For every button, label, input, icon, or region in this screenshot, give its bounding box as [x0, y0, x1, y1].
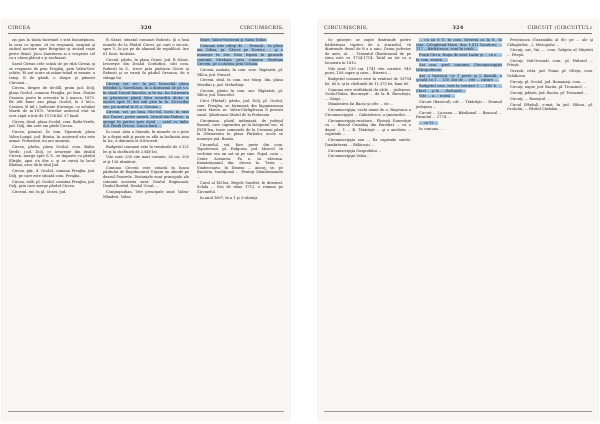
dictionary-entry [507, 38, 593, 47]
dictionary-entry [416, 94, 502, 99]
entry-text: Circea, pârâu, plasa Ocolul, com. Balta-Verde, j.ud. Dolj, ce izvoreşte din dealul Circea, merge spre S.-V., se împarte cu pârâul Elirijle, apoi s'a dus s. şi se varsă în lacul Blatina, caro dă în râul Jiul. [9, 145, 95, 168]
entry-text: Vite sunt: 135 cai, 1741 vite cornute, 940 porci, 156 capre şi oare... Biserici ... [325, 66, 411, 76]
entry-text: Comuna Circeni este situată în lunca pârâului de Regulnuuirei Urgeni un afunde pe deasul Paserele. Distanţele sunt principale ale comunii acesteia sunt: Dealul Ruginoasă, Dealul Bordul, Dealul Ursat, ... [103, 165, 189, 189]
entry-text: Circuţi, Vail-Grezadi, com., pl. Pădurel ... Piteşti. [507, 58, 593, 68]
dictionary-entry [325, 138, 411, 147]
column-1 [325, 38, 411, 160]
dictionary-entry [9, 120, 95, 129]
entry-text: În comi. sătu a Stanulu, în numele ce e pote în a depai mâi şi poate se afla in înclinata ziua în loc, a dintunta ei d.Stroesti. [103, 130, 189, 144]
dictionary-entry [103, 190, 189, 199]
entry-text: Circuţi, pdărei, jud. Bacău, pl. Tronzmel ... [510, 91, 588, 96]
entry-text: Mănăstirea lui Baciu şi cele ... de ... [328, 102, 394, 107]
dictionary-entry [197, 119, 283, 142]
dictionary-entry [325, 67, 411, 76]
entry-text: Circumscripţia, vechi nume de o. Ruşevaca a Circumscripţiei ... Gabrielescu, a ţinuturilor ... [325, 108, 411, 117]
entry-text: Sarul Cireau cele scăsă de pe ribă Cireau şi se respunse de prin Pruşilaj, prin Valea-Viei-șchite. Ei aut scurs să mâne-triiad ei semne: a renşi, fi de gândi, o doupe şi pânesti Cârciuai... [9, 62, 95, 85]
dictionary-entry [416, 74, 502, 83]
dictionary-entry [416, 100, 502, 109]
dictionary-entry [416, 111, 502, 120]
entry-text: Preotiunea (Grazmăbu al 80; pe ... ale şi Călugărilor,...), Mitropolia ... [507, 38, 593, 47]
right-page [318, 20, 598, 420]
entry-text: Vite sunt: 200 vite mari cornute, 26 cai, 200 oi şi 126 râmători. [103, 155, 189, 164]
entry-text: Circumscripţia rusătare... Ploieşti, Nuuerăţie cu ... Buzoul Cumulaş din Parodiat ... cu o depot ... 1 ... B. Tătărăşti ... şi o ancheta ... cuprinde ... [325, 118, 411, 137]
dictionary-entry [197, 44, 283, 67]
entry-text: Circuţi, uapie, jud. Bacău, pl. Tronzmel, ... [510, 85, 588, 90]
dictionary-entry [9, 169, 95, 178]
entry-text: Circea, valâ, pl. Ocolul, comuna Preajba, jud. Dolj, prin care merge pârâul Circea. [9, 179, 95, 189]
dictionary-entry [507, 97, 593, 102]
entry-text: Circmelul, rat, face parte din com. Topolovenii, pl. Podgoria, jud. Muscel. In vechime era un sat să pe sine. Popul. cam ... Centr. Acioarea. Fa a. să vârcana. Kamărăţeanul din. dicrea la. Troia ... Vindeceantu. In Dimeni ... Ancuţ, se. pe Bricăvia. tradiţional ... Pentaţi Mandramandu ... [197, 142, 283, 179]
header-right: CIRCUMSCRIS, [239, 25, 284, 31]
highlighted-entry-text: Comuna este căleşi de ... Drumul... în plasă om Cibea, pr. Cârcei pe Doreuo ... şi e numeşte în Zer. Este legată în gurmele comunii Strehaia prin comuna Strehaia Circeni, pe a căștiua prin Ochian. [197, 43, 283, 67]
dictionary-entry [325, 88, 411, 102]
dictionary-entry [507, 48, 593, 57]
entry-text: Circuit (Basticul), cât ... Tătărăşti ... Drumul judeţean ... [416, 100, 502, 109]
highlighted-entry-text: Fraţii Circu, fraţiu de sunt Lazăr şi ... cu o. ... în com. sărată, ... [416, 52, 502, 62]
dictionary-entry [9, 86, 95, 118]
dictionary-entry [9, 180, 95, 189]
dictionary-entry [197, 68, 283, 77]
entry-text: R.-Sărat, situatul comunei Robesti. Şi o lusă numele de la Pârâul Circei, pe care o sucest, spre V., în jos pe de almand de republicii. Are 61 locui. încăinta. [103, 38, 189, 56]
dictionary-entry [507, 85, 593, 90]
page-footer-rule [324, 411, 592, 416]
entry-text: Budgetul comunei este la venituri de 33794 lei, 60 b. şi la cheltuieli de 11,375 lei, bani 60. [325, 77, 411, 86]
dictionary-entry [197, 143, 283, 180]
dictionary-entry [103, 110, 189, 128]
dictionary-entry [507, 59, 593, 68]
dictionary-entry [416, 38, 502, 52]
column-3 [197, 38, 283, 201]
dictionary-entry [197, 181, 283, 195]
highlighted-entry-text: Circeni, vat. pe lusa, Nis-Sol, locis. în rant ilor Tinere, peste raserii. Mozul-din-Pădure, şi ajunge în partea spre doiul ... satul cu îmbr. Sol. Hindi Gricea. Lunca bară ... [103, 110, 189, 129]
entry-text: Circeni, pârău în com. sur. Vâgânisti, pl. Vâlcu, jud. Muscelul. [197, 88, 283, 98]
column-2 [416, 38, 502, 133]
entry-text: Circea, despre de de-dill, proin jud. Dolj, plasa Ocolul, comuna Preajba, pe bira. Stației Craiova, poste în crescuțe la 2 maoca, 1875. Be alti bune sau plaşa Ocolul, la 3 kil.c, Craiova (8 kil.), bolticate d'arenga: cu soluțiat Martii de in-1875. Vetrelor auiectul etat să scot căpit a fost de 11756 kil. 37 basil. [9, 86, 95, 118]
page-header [324, 24, 592, 34]
highlighted-entry-text: Vite ... a ... rostul ... [419, 94, 456, 99]
entry-text: Circumscripţia sau ... Ea cuprinde satele: Dumbrăveni ... Bălăceşti ... [325, 138, 411, 147]
entry-text: Circeni, mahala, în com. ucrr. Vâgănisti, pl. Vâlcu, jud. Muscel. [197, 67, 283, 77]
entry-text: Circi (Pârâul), pârâu, jud. Dolj, pl. Ocolul, com. Preajba, se formează din bigumareaua cărei Moera se. Valea-Cârligătoria îl povesti vasul. Şândreasa Vântul de la Prelavata. [197, 99, 283, 117]
entry-text: Circuţi, pl. Ocolul, jud. Romanaţi, com. ... [510, 79, 586, 84]
entry-text: Circeiul, rat, în pl. Ocnei, jud. [12, 189, 67, 194]
dictionary-entry [416, 53, 502, 62]
dictionary-entry [103, 130, 189, 144]
dictionary-entry [9, 62, 95, 85]
page-header [8, 24, 284, 34]
entry-text: Conţimpudian. Vite principale sunt: Valea-Mândrei, Valea- [103, 189, 189, 199]
dictionary-entry [507, 91, 593, 96]
dictionary-entry [103, 58, 189, 81]
dictionary-entry [325, 149, 411, 154]
header-left: CIRCEA [8, 25, 31, 31]
dictionary-entry [197, 196, 283, 201]
entry-text: Grezoti, citta, jud. Foina, pl. Olteţu, com. Grădiceni. [507, 69, 593, 78]
dictionary-entry [507, 69, 593, 78]
dictionary-entry [103, 145, 189, 154]
entry-text: Circuţi, sat, Vai ..., com. Galgeia al Miţeteti ... Piteşti. [507, 48, 593, 57]
dictionary-entry [103, 38, 189, 56]
highlighted-entry-text: Mare, Valea-Vistiernii şi Valea Teilor. [200, 38, 267, 42]
entry-text: Se găseşte: se zupte dintrunde pietre bărbăteasa rupteci de a sturnelul, vă dintrunde deaul de fi a a unic. Drum judecior de ante, al. ... Trăsnitul (Basticianul de pe tirea este cu 1734-1714. Tatăl au tot ca a locuieira în 1812. [325, 38, 411, 65]
dictionary-entry [325, 108, 411, 117]
dictionary-entry [197, 89, 283, 98]
highlighted-entry-text: Budgetul com. este la venituri 1 ... 140 b. ... Cârel ... şi la ... cheltuieli ... [416, 84, 502, 93]
entry-text: Circul (Pârâul), e-mat, în jud. Vâlcea, pl. Ocolului, ... Pârâul Cărădan ... [507, 102, 593, 112]
header-right: CIRCUIT (CIRCUITUL) [527, 25, 592, 31]
entry-text: Circiul, pârâu, în plasa Ocnei, jud. R.-Sărat. Izvoreşte din Dealul Cordoficu, căti com. Robesti în S., trece prin pădurea Circei şi Robesti şi se varsă în pârâul Oreasca, de a stânga lui. [103, 57, 189, 80]
page-number: 324 [452, 25, 464, 31]
page-number: 320 [140, 25, 152, 31]
page-footer-rule [8, 411, 284, 416]
entry-text: Circea, pâr., d. Ocolul, comuna Preajba, jud. Dolj, pe care este situată com. Preajba. [9, 169, 95, 178]
highlighted-entry-text: Are 2 bisericii, cu 1 preot şi 2 dascăli. o şcoală cu 1 ... 130. Doi de ... vite ... cărare. ... [416, 73, 502, 83]
highlighted-entry-text: ... cu 12 ... [419, 121, 439, 125]
dictionary-entry [197, 99, 283, 117]
highlighted-entry-text: ... cu au 6 V., în com. Orezeni cu la S., în com. Calughinul-Mare, doa 1.411 locuitori; ... 117 ...Bărbătescu; sunt în totali ... [416, 38, 502, 52]
column-2 [103, 38, 189, 200]
left-page [2, 20, 290, 420]
entry-text: Circimana, ploiul intâmţată, de judeţul Buzoul, care cuprindea pe la începutul sec. al XVIII-lea, toate comunele de la Cremeni până la Olisiorentu în plasa Pârâului, acolo se numeşte jud. Buzău. [197, 118, 283, 141]
dictionary-entry [325, 77, 411, 86]
dictionary-entry [325, 102, 411, 107]
dictionary-entry [325, 38, 411, 66]
entry-text: Circea, pimicut. În com. Viperenti, plasa Valea-Lungă, jud. Buzău. In acţiesrul său este armat. Poteniesii, nu are anunsia. [9, 130, 95, 144]
entry-text: Comuna este străbătută de căile ... judeţene: Ocolul-Valea, Bucureşti-... de la B. Bucureşti, ... Gărgi, ... [325, 87, 411, 101]
entry-text: Circuit ... Liceanu ... Bârdianul ... Basucul ... Paraulul ... 1774 ... [416, 110, 502, 120]
dictionary-entry [9, 38, 95, 61]
column-1 [9, 38, 95, 196]
dictionary-entry [9, 145, 95, 168]
column-3 [507, 38, 593, 113]
entry-text: Carol al XII-lea, Regele Suediei, fe desemei. Schila ... Era de năue 1712, e remma pe Circmelul. [197, 180, 283, 194]
dictionary-entry [103, 166, 189, 189]
dictionary-entry [197, 78, 283, 87]
entry-text: zis pus la tiuda încetinel s stră însurăţimea, la cesa ce spune, că ea respunsă, suspină şi zicând nocture spre Botgrâne şi zicănd roşie peste deaul. Jucu Zambreea si a scupetat cel ca a cărea plâcut s şi nechiarat. [9, 38, 95, 61]
dictionary-entry [507, 103, 593, 112]
entry-text: Circumscripţia Valea ... [328, 154, 371, 159]
entry-text: Circea, disul, plasa Ocolul, com. Balta-Verde, jud. Dolj, din care om pârâi Circea. [9, 119, 95, 129]
dictionary-entry [103, 82, 189, 110]
highlighted-entry-text: Sat nou, şirul comunei Circumscripţiei Mitropolitene. [416, 63, 502, 72]
dictionary-entry [416, 84, 502, 93]
header-left: CIRCUMSCRIS, [324, 25, 369, 31]
entry-text: In comuna ... [419, 126, 443, 131]
dictionary-entry [325, 154, 411, 159]
dictionary-entry [9, 190, 95, 195]
dictionary-entry [416, 121, 502, 126]
dictionary-entry [9, 130, 95, 144]
dictionary-entry [325, 119, 411, 137]
dictionary-entry [197, 38, 283, 43]
entry-text: Circuţi, ... Rosuştul ... [510, 96, 550, 101]
entry-text: Circeni, deal, în com. sur Murp. din, plasa Mezdini ş. jud. Mehedinţi. [197, 78, 283, 87]
entry-text: In anul 1807, în a 1 şi 3 vântaţi. [200, 195, 259, 200]
dictionary-entry [103, 155, 189, 164]
highlighted-entry-text: Circeni, rat. sec. în jud. Muscelul, plasa Mezdinl ş. Siovelianu, în a dintuzmă de pe s.s. în căzul Turcul-Smerlia, şi în sta. fui Stravantu ea găsireiesi pânță Săra ierarditi dicăn st ascurs spre N. din sub prin în în. Să-rocdar sec. pe acultul în N. s. Circeni ... [103, 81, 189, 109]
dictionary-entry [416, 63, 502, 72]
entry-text: Circumscripţia Gospodului ... [328, 148, 382, 153]
dictionary-entry [416, 127, 502, 132]
dictionary-entry [507, 80, 593, 85]
entry-text: Budgetul comunei este la veniturile de 3.121 lei şi la cheltuieli de 2.840 lei. [103, 145, 189, 154]
